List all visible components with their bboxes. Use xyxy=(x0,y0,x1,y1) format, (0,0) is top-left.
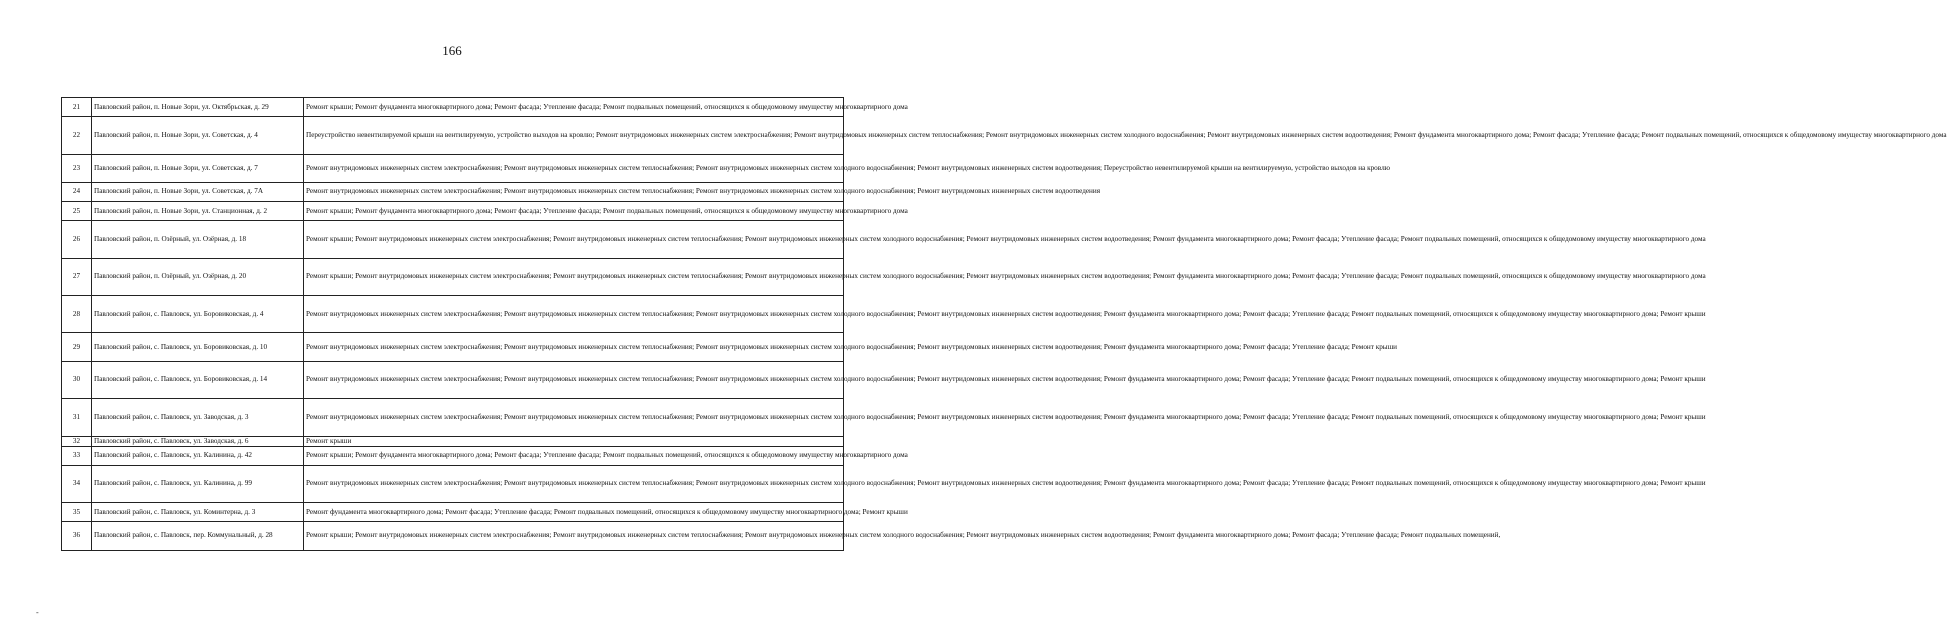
table-row xyxy=(62,258,844,295)
repair-works: Ремонт крыши; Ремонт фундамента многоквартирного дома; Ремонт фасада; Утепление фасада; Ремонт подвальных помещений, относящихся к общедомовому имуществу многоквартирного дома xyxy=(304,98,844,117)
repair-works: Ремонт внутридомовых инженерных систем электроснабжения; Ремонт внутридомовых инженерных систем теплоснабжения; Ремонт внутридомовых инженерных систем холодного водоснабжения; Ремонт внутридомовых инженерных систем водоотведения; Ремонт фундамента многоквартирного дома; Ремонт фасада; Утепление фасада; Ремонт крыши xyxy=(304,333,844,361)
row-number: 32 xyxy=(62,436,92,446)
repair-works: Ремонт крыши; Ремонт фундамента многоквартирного дома; Ремонт фасада; Утепление фасада; Ремонт подвальных помещений, относящихся к общедомовому имуществу многоквартирного дома xyxy=(304,446,844,465)
row-number: 34 xyxy=(62,465,92,502)
row-number: 35 xyxy=(62,503,92,522)
repair-works: Ремонт крыши; Ремонт внутридомовых инженерных систем электроснабжения; Ремонт внутридомовых инженерных систем теплоснабжения; Ремонт внутридомовых инженерных систем холодного водоснабжения; Ремонт внутридомовых инженерных систем водоотведения; Ремонт фундамента многоквартирного дома; Ремонт фасада; Утепление фасада; Ремонт подвальных помещений, относящихся к общедомовому имуществу многоквартирного дома xyxy=(304,221,844,258)
house-address: Павловский район, п. Новые Зори, ул. Советская, д. 7 xyxy=(92,154,304,182)
table-row xyxy=(62,296,844,333)
row-number: 27 xyxy=(62,258,92,295)
row-number: 31 xyxy=(62,399,92,436)
table-body xyxy=(62,98,1947,551)
row-number: 30 xyxy=(62,361,92,398)
row-number: 29 xyxy=(62,333,92,361)
repair-works: Ремонт крыши; Ремонт фундамента многоквартирного дома; Ремонт фасада; Утепление фасада; Ремонт подвальных помещений, относящихся к общедомовому имуществу многоквартирного дома xyxy=(304,202,844,221)
repair-works: Ремонт внутридомовых инженерных систем электроснабжения; Ремонт внутридомовых инженерных систем теплоснабжения; Ремонт внутридомовых инженерных систем холодного водоснабжения; Ремонт внутридомовых инженерных систем водоотведения xyxy=(304,182,844,201)
house-address: Павловский район, с. Павловск, ул. Боровиковская, д. 14 xyxy=(92,361,304,398)
repair-works: Ремонт крыши; Ремонт внутридомовых инженерных систем электроснабжения; Ремонт внутридомовых инженерных систем теплоснабжения; Ремонт внутридомовых инженерных систем холодного водоснабжения; Ремонт внутридомовых инженерных систем водоотведения; Ремонт фундамента многоквартирного дома; Ремонт фасада; Утепление фасада; Ремонт подвальных помещений, относящихся к общедомовому имуществу многоквартирного дома xyxy=(304,258,844,295)
table-row xyxy=(62,503,844,522)
house-address: Павловский район, п. Озёрный, ул. Озёрная, д. 20 xyxy=(92,258,304,295)
house-address: Павловский район, п. Озёрный, ул. Озёрная, д. 18 xyxy=(92,221,304,258)
row-number: 33 xyxy=(62,446,92,465)
table-row xyxy=(62,522,844,550)
table-row xyxy=(62,117,844,154)
table-row xyxy=(62,182,844,201)
corner-mark: - xyxy=(36,608,39,617)
page-number: 166 xyxy=(442,43,462,58)
table-row xyxy=(62,154,844,182)
house-address: Павловский район, с. Павловск, ул. Калинина, д. 99 xyxy=(92,465,304,502)
house-address: Павловский район, п. Новые Зори, ул. Станционная, д. 2 xyxy=(92,202,304,221)
house-address: Павловский район, с. Павловск, ул. Заводская, д. 3 xyxy=(92,399,304,436)
table-row xyxy=(62,98,844,117)
house-address: Павловский район, п. Новые Зори, ул. Советская, д. 4 xyxy=(92,117,304,154)
table-row xyxy=(62,446,844,465)
row-number: 28 xyxy=(62,296,92,333)
row-number: 22 xyxy=(62,117,92,154)
table-row xyxy=(62,361,844,398)
house-address: Павловский район, с. Павловск, ул. Боровиковская, д. 4 xyxy=(92,296,304,333)
row-number: 23 xyxy=(62,154,92,182)
house-address: Павловский район, с. Павловск, ул. Калинина, д. 42 xyxy=(92,446,304,465)
table-row xyxy=(62,399,844,436)
row-number: 24 xyxy=(62,182,92,201)
repair-works: Ремонт крыши xyxy=(304,436,844,446)
table-row xyxy=(62,436,844,446)
house-address: Павловский район, с. Павловск, ул. Коминтерна, д. 3 xyxy=(92,503,304,522)
house-address: Павловский район, с. Павловск, ул. Заводская, д. 6 xyxy=(92,436,304,446)
repair-works: Переустройство невентилируемой крыши на вентилируемую, устройство выходов на кровлю; Ремонт внутридомовых инженерных систем электроснабжения; Ремонт внутридомовых инженерных систем теплоснабжения; Ремонт внутридомовых инженерных систем холодного водоснабжения; Ремонт внутридомовых инженерных систем водоотведения; Ремонт фундамента многоквартирного дома; Ремонт фасада; Утепление фасада; Ремонт подвальных помещений, относящихся к общедомовому имуществу многоквартирного дома xyxy=(304,117,844,154)
row-number: 21 xyxy=(62,98,92,117)
repair-works: Ремонт внутридомовых инженерных систем электроснабжения; Ремонт внутридомовых инженерных систем теплоснабжения; Ремонт внутридомовых инженерных систем холодного водоснабжения; Ремонт внутридомовых инженерных систем водоотведения; Ремонт фундамента многоквартирного дома; Ремонт фасада; Утепление фасада; Ремонт подвальных помещений, относящихся к общедомовому имуществу многоквартирного дома; Ремонт крыши xyxy=(304,296,844,333)
table-row xyxy=(62,333,844,361)
house-address: Павловский район, п. Новые Зори, ул. Советская, д. 7А xyxy=(92,182,304,201)
row-number: 36 xyxy=(62,522,92,550)
repair-works: Ремонт внутридомовых инженерных систем электроснабжения; Ремонт внутридомовых инженерных систем теплоснабжения; Ремонт внутридомовых инженерных систем холодного водоснабжения; Ремонт внутридомовых инженерных систем водоотведения; Ремонт фундамента многоквартирного дома; Ремонт фасада; Утепление фасада; Ремонт подвальных помещений, относящихся к общедомовому имуществу многоквартирного дома; Ремонт крыши xyxy=(304,399,844,436)
repair-works: Ремонт внутридомовых инженерных систем электроснабжения; Ремонт внутридомовых инженерных систем теплоснабжения; Ремонт внутридомовых инженерных систем холодного водоснабжения; Ремонт внутридомовых инженерных систем водоотведения; Ремонт фундамента многоквартирного дома; Ремонт фасада; Утепление фасада; Ремонт подвальных помещений, относящихся к общедомовому имуществу многоквартирного дома; Ремонт крыши xyxy=(304,465,844,502)
repair-works: Ремонт крыши; Ремонт внутридомовых инженерных систем электроснабжения; Ремонт внутридомовых инженерных систем теплоснабжения; Ремонт внутридомовых инженерных систем холодного водоснабжения; Ремонт внутридомовых инженерных систем водоотведения; Ремонт фундамента многоквартирного дома; Ремонт фасада; Утепление фасада; Ремонт подвальных помещений, xyxy=(304,522,844,550)
table-row xyxy=(62,202,844,221)
row-number: 25 xyxy=(62,202,92,221)
table-row xyxy=(62,221,844,258)
repair-works: Ремонт внутридомовых инженерных систем электроснабжения; Ремонт внутридомовых инженерных систем теплоснабжения; Ремонт внутридомовых инженерных систем холодного водоснабжения; Ремонт внутридомовых инженерных систем водоотведения; Ремонт фундамента многоквартирного дома; Ремонт фасада; Утепление фасада; Ремонт подвальных помещений, относящихся к общедомовому имуществу многоквартирного дома; Ремонт крыши xyxy=(304,361,844,398)
repair-works: Ремонт фундамента многоквартирного дома; Ремонт фасада; Утепление фасада; Ремонт подвальных помещений, относящихся к общедомовому имуществу многоквартирного дома; Ремонт крыши xyxy=(304,503,844,522)
house-address: Павловский район, п. Новые Зори, ул. Октябрьская, д. 29 xyxy=(92,98,304,117)
table-row xyxy=(62,465,844,502)
row-number: 26 xyxy=(62,221,92,258)
house-address: Павловский район, с. Павловск, пер. Коммунальный, д. 28 xyxy=(92,522,304,550)
repair-program-table xyxy=(61,97,1947,551)
repair-works: Ремонт внутридомовых инженерных систем электроснабжения; Ремонт внутридомовых инженерных систем теплоснабжения; Ремонт внутридомовых инженерных систем холодного водоснабжения; Ремонт внутридомовых инженерных систем водоотведения; Переустройство невентилируемой крыши на вентилируемую, устройство выходов на кровлю xyxy=(304,154,844,182)
house-address: Павловский район, с. Павловск, ул. Боровиковская, д. 10 xyxy=(92,333,304,361)
